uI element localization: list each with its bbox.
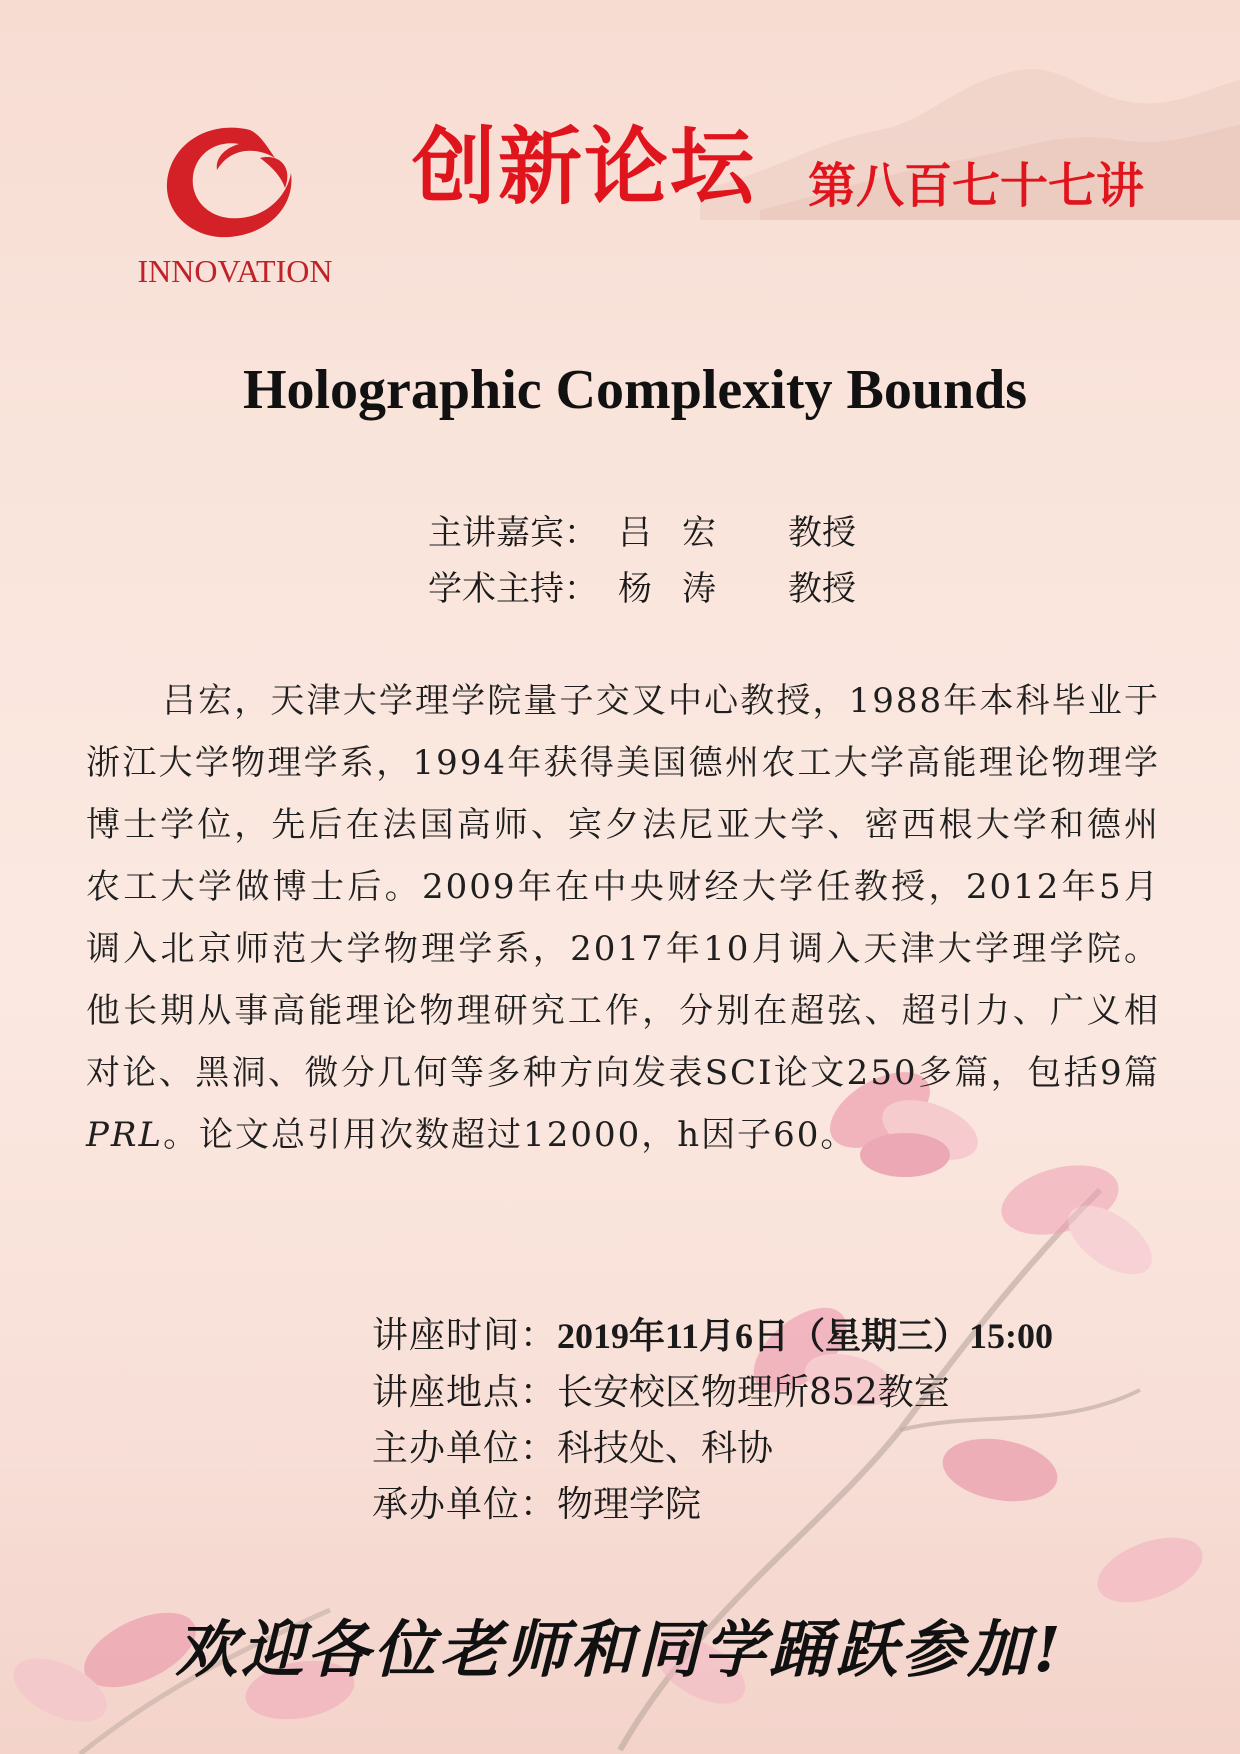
- detail-host-unit: [372, 1477, 1053, 1533]
- talk-title: Holographic Complexity Bounds: [242, 359, 1028, 421]
- innovation-logo: [125, 118, 345, 298]
- detail-location: [372, 1365, 1053, 1421]
- detail-organizer: [372, 1421, 1053, 1477]
- speaker-role: 主讲嘉宾：: [428, 513, 598, 553]
- bio-text-main: 吕宏，天津大学理学院量子交叉中心教授，1988年本科毕业于浙江大学物理学系，1994年获得美国德州农工大学高能理论物理学博士学位，先后在法国高师、宾夕法尼亚大学、密西根大学和德州农工大学做博士后。2009年在中央财经大学任教授，2012年5月调入北京师范大学物理学系，2017年10月调入天津大学理学院。他长期从事高能理论物理研究工作，分别在超弦、超引力、广义相对论、黑洞、微分几何等多种方向发表SCI论文250多篇，包括9篇: [86, 681, 1160, 1093]
- time-label: 讲座时间：: [372, 1315, 558, 1356]
- speaker-bio: [86, 670, 1160, 1166]
- organizer-value: 科技处、科协: [557, 1428, 774, 1469]
- swirl-logo-icon: [155, 118, 315, 248]
- speaker-name: 吕宏: [618, 513, 746, 553]
- location-value: 长安校区物理所852教室: [557, 1372, 950, 1413]
- host-unit-label: 承办单位：: [372, 1484, 558, 1525]
- welcome-message: 欢迎各位老师和同学踊跃参加!: [175, 1613, 1065, 1686]
- speaker-title: 教授: [788, 513, 856, 553]
- host-row: [428, 561, 856, 617]
- location-label: 讲座地点：: [372, 1372, 558, 1413]
- bio-journal: PRL: [86, 1115, 164, 1155]
- lecture-number: 第八百七十七讲: [808, 158, 1145, 214]
- detail-time: [372, 1308, 1053, 1365]
- host-name: 杨涛: [618, 569, 746, 609]
- host-role: 学术主持：: [428, 569, 598, 609]
- host-unit-value: 物理学院: [557, 1484, 702, 1525]
- bio-text-end: 。论文总引用次数超过12000，h因子60。: [163, 1115, 857, 1155]
- lecture-details: [372, 1308, 1053, 1533]
- host-title: 教授: [788, 569, 856, 609]
- forum-title: 创新论坛: [412, 118, 757, 216]
- speaker-host-block: [428, 505, 856, 617]
- time-value: 2019年11月6日（星期三）15:00: [557, 1316, 1054, 1356]
- logo-text: INNOVATION: [137, 253, 333, 289]
- speaker-row: [428, 505, 856, 561]
- organizer-label: 主办单位：: [372, 1428, 558, 1469]
